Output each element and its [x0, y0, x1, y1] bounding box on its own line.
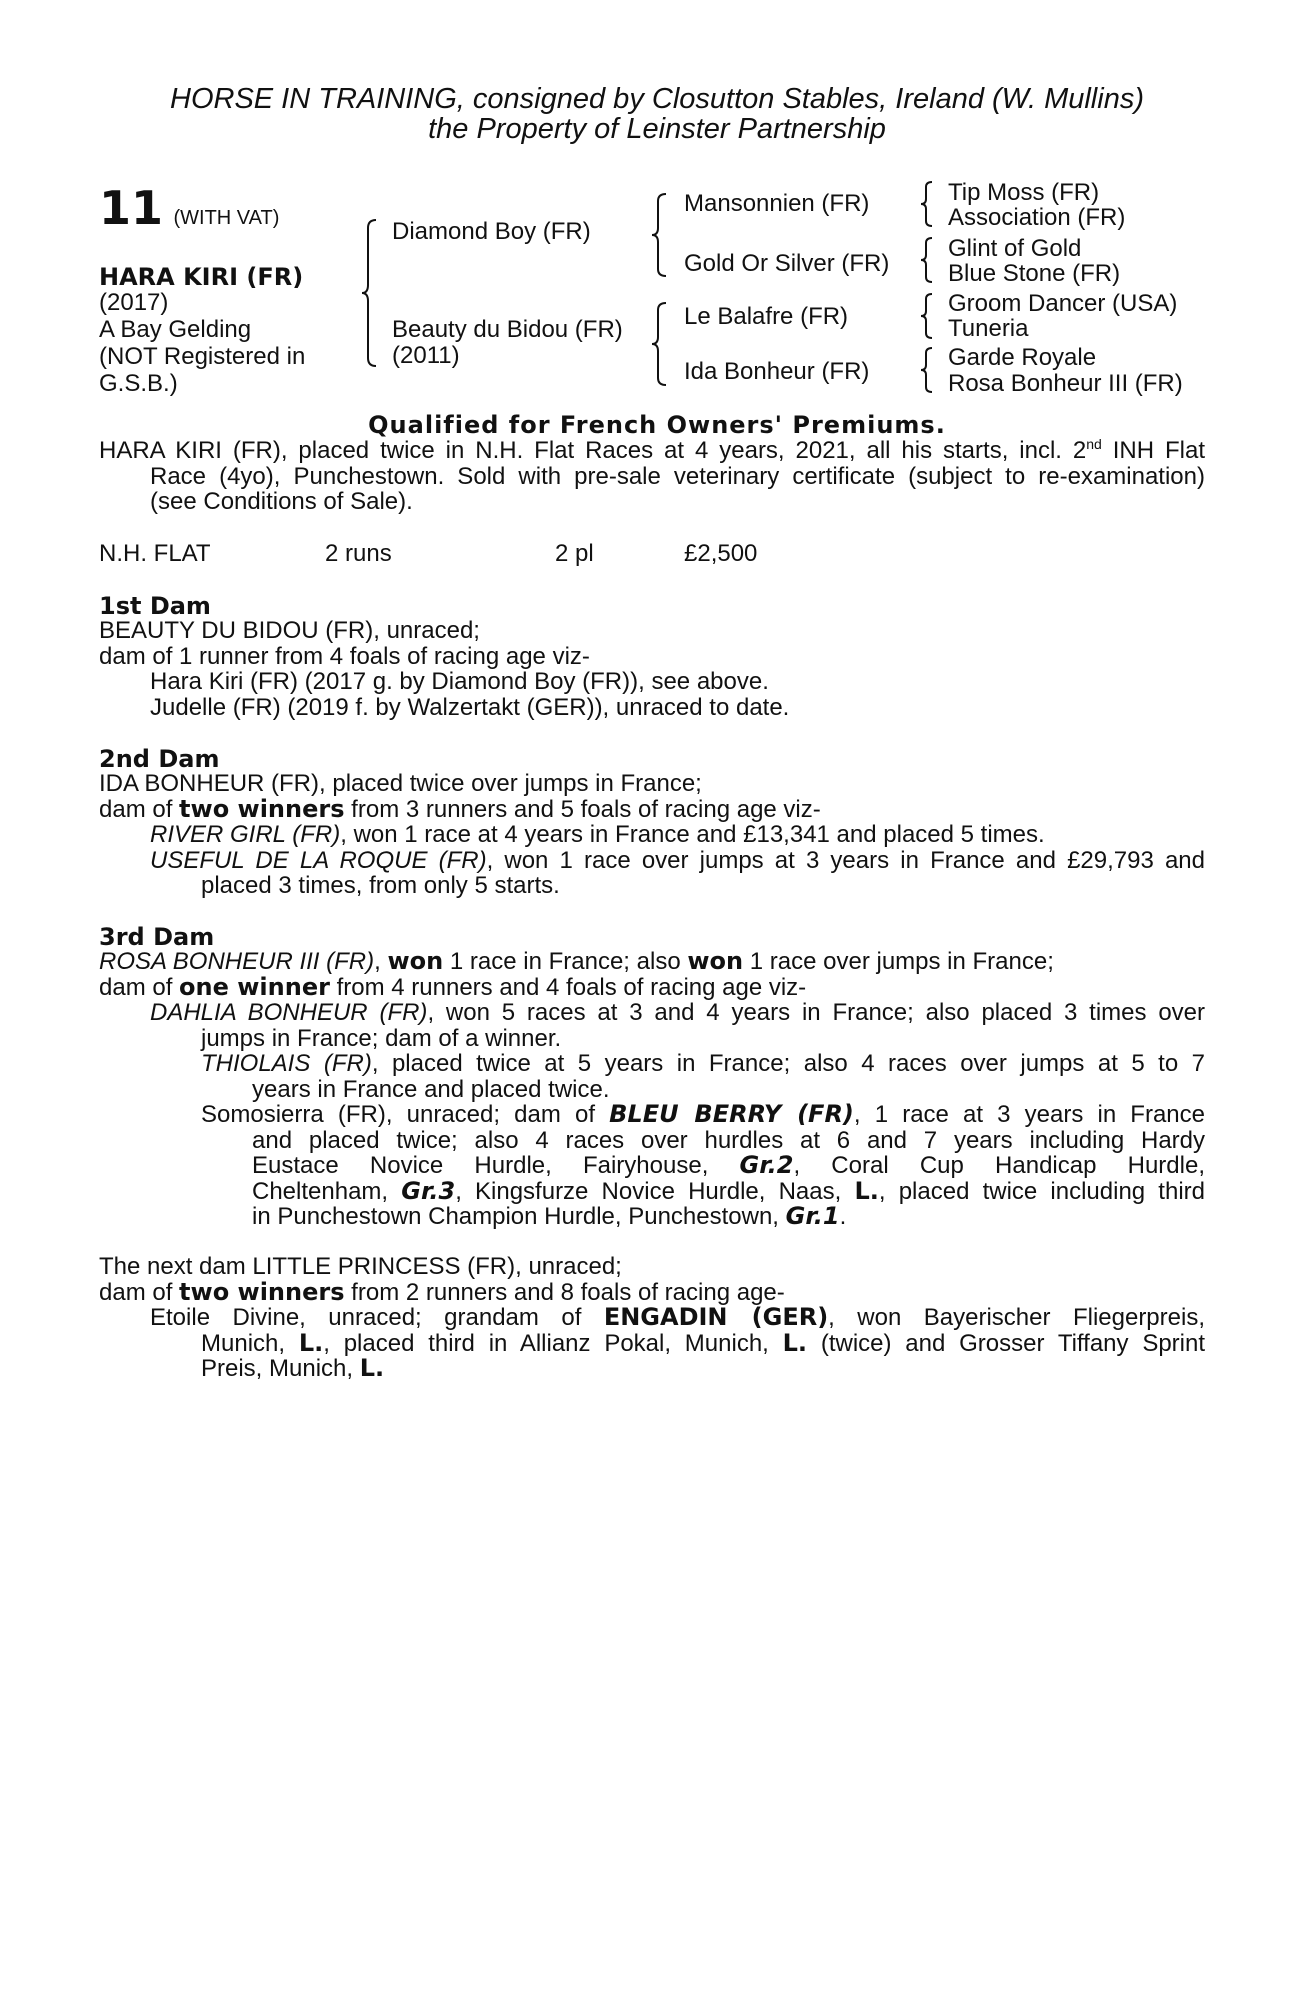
record-placed: 2 pl	[555, 540, 594, 567]
pedigree-brace-g3	[918, 292, 936, 340]
registration-line-1: (NOT Registered in	[99, 343, 306, 370]
lot-number: 11	[99, 181, 164, 235]
horse-year: (2017)	[99, 289, 169, 316]
vat-label: (WITH VAT)	[173, 207, 280, 229]
pedigree-brace-main	[360, 218, 380, 368]
pedigree-dam-dam: Ida Bonheur (FR)	[684, 358, 870, 385]
qualified-notice: Qualified for French Owners' Premiums.	[368, 411, 946, 439]
summary-line-1: HARA KIRI (FR), placed twice in N.H. Flat Races at 4 years, 2021, all his starts, incl. 2nd INH Flat	[99, 436, 1205, 464]
pedigree-brace-g4	[918, 346, 936, 394]
record-type: N.H. FLAT	[99, 540, 211, 567]
pedigree-g7: Garde Royale	[948, 344, 1097, 371]
pedigree-g5: Groom Dancer (USA)	[948, 290, 1178, 317]
dam1-section: BEAUTY DU BIDOU (FR), unraced; dam of 1 runner from 4 foals of racing age viz- Hara Kiri (FR) (2017 g. by Diamond Boy (FR)), see above. Judelle (FR) (2019 f. by Walzertakt (GER)), unraced to date.	[99, 617, 790, 721]
pedigree-brace-g2	[918, 236, 936, 284]
pedigree-sire: Diamond Boy (FR)	[392, 218, 591, 245]
next-dam-section: The next dam LITTLE PRINCESS (FR), unraced; dam of two winners from 2 runners and 8 foals of racing age- Etoile Divine, unraced; grandam of ENGADIN (GER), won Bayerischer Fliegerpreis, Munich, L., placed third in Allianz Pokal, Munich, L. (twice) and Grosser Tiffany Sprint Preis, Munich, L.	[99, 1253, 1206, 1382]
pedigree-g6: Tuneria	[948, 315, 1029, 342]
header-line-2: the Property of Leinster Partnership	[428, 113, 886, 145]
pedigree-g1: Tip Moss (FR)	[948, 179, 1100, 206]
pedigree-dam-year: (2011)	[392, 342, 460, 369]
record-earnings: £2,500	[684, 540, 758, 567]
dam3-heading: 3rd Dam	[99, 923, 215, 951]
dam2-section: IDA BONHEUR (FR), placed twice over jumps in France; dam of two winners from 3 runners and 5 foals of racing age viz- RIVER GIRL (FR), won 1 race at 4 years in France and £13,341 and placed 5 times. USEFUL DE LA ROQUE (FR), won 1 race over jumps at 3 years in France and £29,793 and placed 3 times, from only 5 starts.	[99, 770, 1205, 899]
dam3-section: ROSA BONHEUR III (FR), won 1 race in France; also won 1 race over jumps in France; dam of one winner from 4 runners and 4 foals of racing age viz- DAHLIA BONHEUR (FR), won 5 races at 3 and 4 years in France; also placed 3 times over jumps in France; dam of a winner. THIOLAIS (FR), placed twice at 5 years in France; also 4 races over jumps at 5 to 7 years in France and placed twice. Somosierra (FR), unraced; dam of BLEU BERRY (FR), 1 race at 3 years in France and placed twice; also 4 races over hurdles at 6 and 7 years including Hardy Eustace Novice Hurdle, Fairyhouse, Gr.2, Coral Cup Handicap Hurdle, Cheltenham, Gr.3, Kingsfurze Novice Hurdle, Naas, L., placed twice including third in Punchestown Champion Hurdle, Punchestown, Gr.1.	[99, 947, 1206, 1230]
pedigree-g4: Blue Stone (FR)	[948, 260, 1121, 287]
pedigree-g8: Rosa Bonheur III (FR)	[948, 370, 1183, 397]
registration-line-2: G.S.B.)	[99, 370, 178, 397]
pedigree-g3: Glint of Gold	[948, 235, 1082, 262]
pedigree-brace-g1	[918, 180, 936, 228]
pedigree-dam: Beauty du Bidou (FR)	[392, 316, 623, 343]
race-summary	[99, 438, 1205, 515]
dam1-heading: 1st Dam	[99, 592, 211, 620]
pedigree-dam-sire: Le Balafre (FR)	[684, 303, 849, 330]
page-header	[0, 84, 1314, 144]
pedigree-sire-sire: Mansonnien (FR)	[684, 190, 870, 217]
horse-name: HARA KIRI (FR)	[99, 263, 304, 291]
header-line-1: HORSE IN TRAINING, consigned by Closutton Stables, Ireland (W. Mullins)	[170, 83, 1144, 115]
pedigree-g2: Association (FR)	[948, 204, 1126, 231]
pedigree-brace-sire	[650, 192, 670, 278]
horse-description: A Bay Gelding	[99, 316, 252, 343]
summary-line-2: Race (4yo), Punchestown. Sold with pre-sale veterinary certificate (subject to re-examination)	[150, 462, 1205, 490]
pedigree-sire-dam: Gold Or Silver (FR)	[684, 250, 890, 277]
summary-line-3: (see Conditions of Sale).	[150, 488, 413, 515]
dam2-heading: 2nd Dam	[99, 745, 220, 773]
pedigree-brace-dam	[650, 301, 670, 387]
record-runs: 2 runs	[325, 540, 392, 567]
lot-number-block	[99, 181, 280, 235]
